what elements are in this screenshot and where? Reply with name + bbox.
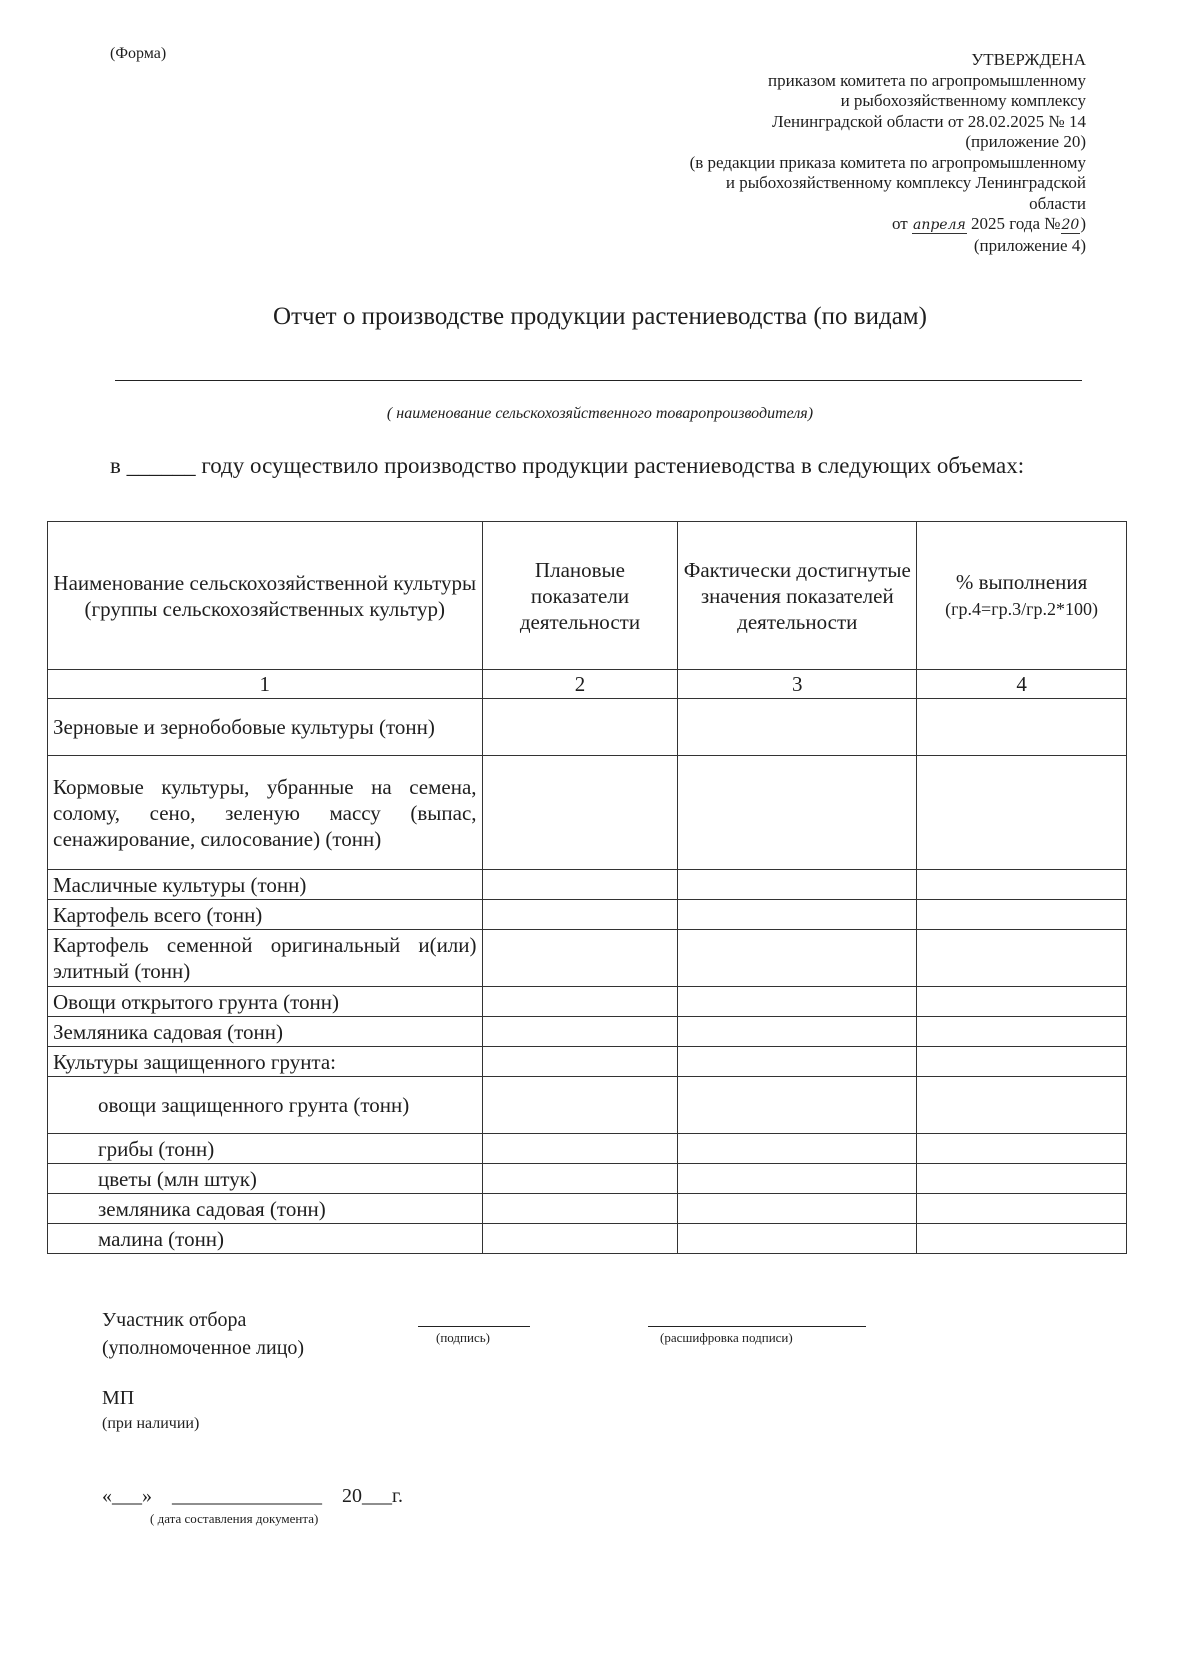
table-row — [48, 1047, 1127, 1077]
edition-middle: 2025 года № — [971, 214, 1061, 233]
table-row — [48, 1164, 1127, 1194]
actual-cell[interactable] — [678, 1134, 917, 1164]
row-label: цветы (млн штук) — [48, 1164, 483, 1194]
handwritten-date: апреля — [912, 217, 966, 233]
header-percent-label: % выполнения — [955, 570, 1088, 594]
stamp-block — [102, 1385, 199, 1437]
percent-cell[interactable] — [917, 1077, 1127, 1134]
column-numbers-row — [48, 670, 1127, 699]
row-label: Овощи открытого грунта (тонн) — [48, 987, 483, 1017]
approval-line: Ленинградской области от 28.02.2025 № 14 — [772, 111, 1086, 131]
percent-cell[interactable] — [917, 930, 1127, 987]
approval-line: приказом комитета по агропромышленному — [768, 70, 1086, 90]
column-number: 4 — [917, 670, 1127, 699]
row-label: Земляника садовая (тонн) — [48, 1017, 483, 1047]
table-row — [48, 756, 1127, 870]
approval-line: и рыбохозяйственному комплексу Ленинградской — [725, 173, 1086, 192]
percent-cell[interactable] — [917, 1164, 1127, 1194]
document-date-caption: ( дата составления документа) — [150, 1511, 319, 1526]
signature-line[interactable] — [418, 1326, 530, 1327]
percent-cell[interactable] — [917, 699, 1127, 756]
plan-cell[interactable] — [482, 870, 678, 900]
actual-cell[interactable] — [678, 870, 917, 900]
row-label: Картофель всего (тонн) — [48, 900, 483, 930]
org-name-line — [115, 380, 1082, 381]
percent-cell[interactable] — [917, 1224, 1127, 1254]
approval-line: УТВЕРЖДЕНА — [971, 50, 1086, 69]
plan-cell[interactable] — [482, 1047, 678, 1077]
plan-cell[interactable] — [482, 756, 678, 870]
plan-cell[interactable] — [482, 1077, 678, 1134]
participant-role: (уполномоченное лицо) — [102, 1337, 305, 1359]
approval-line: (приложение 20) — [965, 132, 1086, 151]
approval-line: и рыбохозяйственному комплексу — [840, 91, 1086, 110]
form-label: (Форма) — [110, 45, 167, 62]
document-date[interactable]: «___» _______________ 20___г. — [102, 1485, 403, 1507]
percent-cell[interactable] — [917, 756, 1127, 870]
header-culture: Наименование сельскохозяйственной культуры (группы сельскохозяйственных культур) — [48, 522, 483, 670]
table-row — [48, 900, 1127, 930]
plan-cell[interactable] — [482, 900, 678, 930]
column-number: 1 — [48, 670, 483, 699]
plan-cell[interactable] — [482, 1194, 678, 1224]
table-row — [48, 1077, 1127, 1134]
actual-cell[interactable] — [678, 987, 917, 1017]
row-label: малина (тонн) — [48, 1224, 483, 1254]
edition-suffix: ) — [1080, 214, 1086, 233]
actual-cell[interactable] — [678, 756, 917, 870]
actual-cell[interactable] — [678, 1017, 917, 1047]
percent-cell[interactable] — [917, 870, 1127, 900]
plan-cell[interactable] — [482, 1134, 678, 1164]
signature-caption: (подпись) — [436, 1330, 490, 1345]
org-name-caption: ( наименование сельскохозяйственного товаропроизводителя) — [386, 405, 814, 422]
table-row — [48, 1224, 1127, 1254]
participant-label: Участник отбора — [102, 1309, 247, 1331]
intro-text: в ______ году осуществило производство продукции растениеводства в следующих объемах: — [110, 453, 1025, 478]
percent-cell[interactable] — [917, 1194, 1127, 1224]
signature-decode-caption: (расшифровка подписи) — [660, 1330, 793, 1345]
edition-prefix: от — [892, 214, 908, 233]
approval-block — [526, 50, 1086, 256]
actual-cell[interactable] — [678, 699, 917, 756]
percent-cell[interactable] — [917, 1017, 1127, 1047]
column-number: 2 — [482, 670, 678, 699]
row-label: грибы (тонн) — [48, 1134, 483, 1164]
actual-cell[interactable] — [678, 930, 917, 987]
actual-cell[interactable] — [678, 1047, 917, 1077]
row-label: овощи защищенного грунта (тонн) — [48, 1077, 483, 1134]
approval-line: (в редакции приказа комитета по агропромышленному — [689, 152, 1086, 172]
actual-cell[interactable] — [678, 1077, 917, 1134]
header-plan: Плановые показатели деятельности — [482, 522, 678, 670]
row-label: Кормовые культуры, убранные на семена, солому, сено, зеленую массу (выпас, сенажирование, силосование) (тонн) — [48, 756, 483, 870]
plan-cell[interactable] — [482, 699, 678, 756]
percent-cell[interactable] — [917, 1134, 1127, 1164]
signature-decode-line[interactable] — [648, 1326, 866, 1327]
table-header-row — [48, 522, 1127, 670]
appendix-line: (приложение 4) — [973, 235, 1086, 255]
table-row — [48, 930, 1127, 987]
plan-cell[interactable] — [482, 1017, 678, 1047]
actual-cell[interactable] — [678, 900, 917, 930]
actual-cell[interactable] — [678, 1194, 917, 1224]
row-label: Зерновые и зернобобовые культуры (тонн) — [48, 699, 483, 756]
header-percent — [917, 522, 1127, 670]
table-row — [48, 870, 1127, 900]
approval-line: области — [1029, 193, 1086, 213]
row-label: земляника садовая (тонн) — [48, 1194, 483, 1224]
percent-cell[interactable] — [917, 900, 1127, 930]
table-row — [48, 699, 1127, 756]
actual-cell[interactable] — [678, 1224, 917, 1254]
row-label: Картофель семенной оригинальный и(или) элитный (тонн) — [48, 930, 483, 987]
plan-cell[interactable] — [482, 987, 678, 1017]
plan-cell[interactable] — [482, 1164, 678, 1194]
table-row — [48, 1017, 1127, 1047]
document-title: Отчет о производстве продукции растениеводства (по видам) — [273, 303, 927, 330]
plan-cell[interactable] — [482, 1224, 678, 1254]
column-number: 3 — [678, 670, 917, 699]
handwritten-number: 20 — [1061, 217, 1080, 233]
row-label: Культуры защищенного грунта: — [48, 1047, 483, 1077]
edition-line — [526, 214, 1086, 236]
row-label: Масличные культуры (тонн) — [48, 870, 483, 900]
table-row — [48, 1194, 1127, 1224]
table-row — [48, 987, 1127, 1017]
stamp-note: (при наличии) — [102, 1415, 200, 1432]
header-percent-formula: (гр.4=гр.3/гр.2*100) — [945, 599, 1098, 619]
header-actual: Фактически достигнутые значения показателей деятельности — [678, 522, 917, 670]
percent-cell[interactable] — [917, 987, 1127, 1017]
actual-cell[interactable] — [678, 1164, 917, 1194]
production-table — [47, 521, 1127, 1254]
percent-cell[interactable] — [917, 1047, 1127, 1077]
participant-block — [102, 1306, 304, 1362]
table-row — [48, 1134, 1127, 1164]
plan-cell[interactable] — [482, 930, 678, 987]
stamp-label: МП — [102, 1387, 135, 1409]
